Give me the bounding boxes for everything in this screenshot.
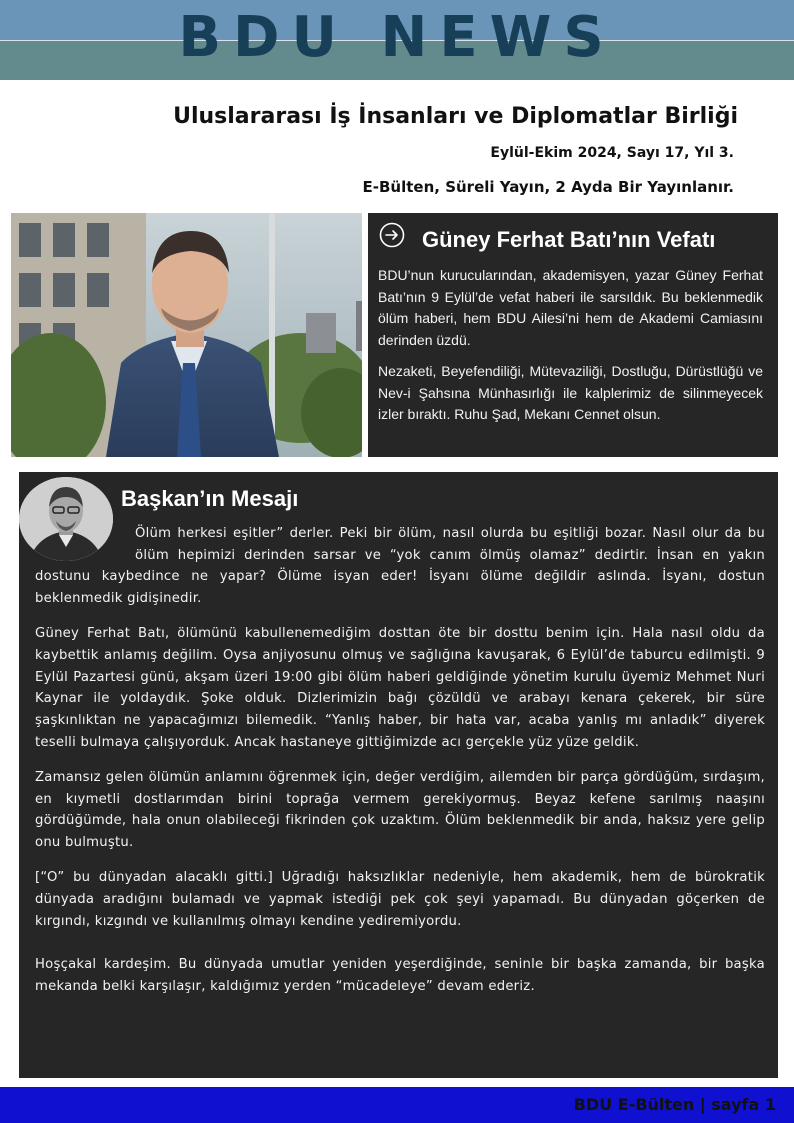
footer-page-label: BDU E-Bülten | sayfa 1 [573, 1095, 776, 1114]
masthead-banner [0, 0, 794, 80]
organization-name: Uluslararası İş İnsanları ve Diplomatlar Birliği [173, 104, 738, 129]
message-paragraph: Hoşçakal kardeşim. Bu dünyada umutlar yeniden yeşerdiğinde, seninle bir başka zamanda, bir başka mekanda belki karşılaşır, kaldığımız yerden “mücadeleye” devam ederiz. [35, 957, 765, 995]
message-paragraph: Güney Ferhat Batı, ölümünü kabullenemediğim dosttan öte bir dosttu benim için. Hala nasıl oldu da kaybettik anlamış değilim. Oysa anjiyosunu olmuş ve sağlığına kavuşarak, 6 Eylül’de taburcu edilmişti. 9 Eylül Pazartesi günü, akşam üzeri 19:00 gibi ölüm haberi geldiğinde yönetim kurulu üyemiz Mehmet Nuri Kaynar ile yoldaydık. Şoke olduk. Dizlerimizin bağı çözüldü ve arabayı kenara çekerek, bir süre şaşkınlıktan ne yapacağımızı bilemedik. “Yanlış haber, bir hata var, acaba yanlış mı anladık” diyerek teselli bulmaya çalışıyorduk. Ancak hastaneye gittiğimizde acı gerçekle yüz yüze geldik. [35, 626, 765, 750]
obituary-paragraph: Nezaketi, Beyefendiliği, Mütevaziliği, Dostluğu, Dürüstlüğü ve Nev-i Şahsına Münhasırlığı ile kalplerimiz de silinmeyecek izler bıraktı. Ruhu Şad, Mekanı Cennet olsun. [378, 363, 763, 422]
obituary-box [368, 213, 778, 457]
message-paragraph: [“O” bu dünyadan alacaklı gitti.] Uğradığı haksızlıklar nedeniyle, hem akademik, hem de bürokratik dünyada aradığını bulamadı ve yapmak istediği pek çok şeyi yapamadı. Bu dünyadan göçerken de kırgındı, kızgındı ve kullanılmış olmayı kendine yediremiyordu. [35, 870, 765, 929]
page-footer [0, 1087, 794, 1123]
newsletter-title: BDU NEWS [178, 5, 616, 70]
message-title: Başkan’ın Mesajı [121, 486, 299, 511]
message-paragraph: Zamansız gelen ölümün anlamını öğrenmek için, değer verdiğim, ailemden bir parça gördüğüm, sırdaşım, en kıymetli dostlarımdan birini toprağa vermem gerekiyormuş. Beyaz kefene sarılmış naaşını gördüğümde, hala onun olabileceği fikrinden çok uzaktım. Ölüm beklenmedik bir anda, haksız yere gelip onu bulmuştu. [35, 770, 765, 851]
portrait-photo [11, 213, 362, 457]
president-message-box [19, 472, 778, 1078]
obituary-paragraph: BDU’nun kurucularından, akademisyen, yazar Güney Ferhat Batı’nın 9 Eylül’de vefat haberi ile sarsıldık. Bu beklenmedik ölüm haberi, hem BDU Ailesi’ni hem de Akademi Camiasını derinden üzdü. [378, 267, 763, 348]
publication-info: E-Bülten, Süreli Yayın, 2 Ayda Bir Yayınlanır. [362, 178, 734, 196]
portrait-illustration [11, 213, 362, 457]
message-paragraph: Ölüm herkesi eşitler” derler. Peki bir ölüm, nasıl olurda bu eşitliği bozar. Nasıl olur da bu ölüm hepimizi derinden sarsar ve “yok canım ölmüş olamaz” dedirtir. İnsan en yakın dostunu kaybedince ne yapar? Ölüme isyan eder! İsyanı ölüme değildir aslında. İsyanı, dostun beklenmedik gidişinedir. [35, 526, 765, 607]
avatar-wrap-space [35, 523, 135, 565]
arrow-right-circle-icon [379, 222, 405, 248]
message-body [35, 523, 765, 1011]
obituary-title: Güney Ferhat Batı’nın Vefatı [422, 227, 716, 252]
issue-info: Eylül-Ekim 2024, Sayı 17, Yıl 3. [490, 145, 734, 161]
obituary-body [378, 265, 763, 436]
